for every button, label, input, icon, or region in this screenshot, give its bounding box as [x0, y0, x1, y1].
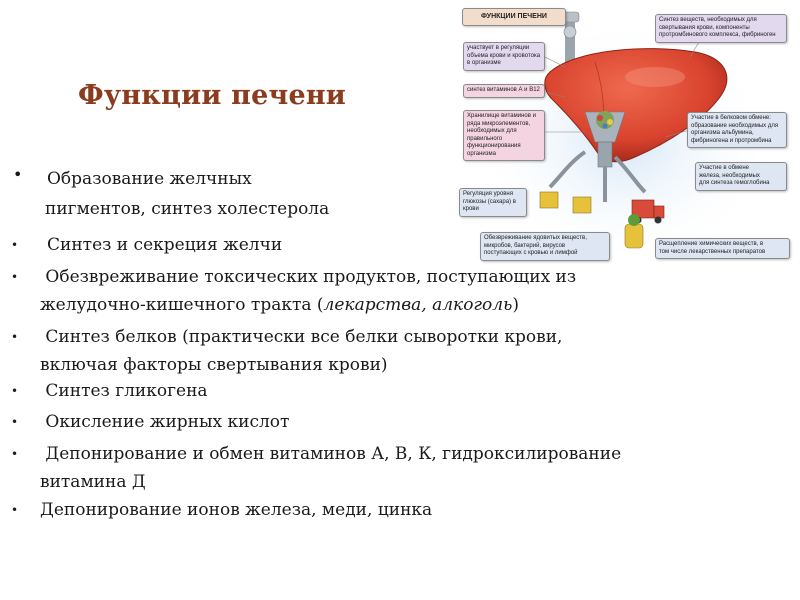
- list-item-line: пигментов, синтез холестерола: [45, 199, 330, 219]
- function-box-coagulation: Синтез веществ, необходимых для свертывания крови, компоненты протромбинового комплекса, фибриноген: [655, 14, 787, 43]
- infographic-header: ФУНКЦИИ ПЕЧЕНИ: [462, 8, 566, 26]
- function-box-blood-volume: участвует в регуляции объема крови и кровотока в организме: [463, 42, 545, 71]
- list-item-line: включая факторы свертывания крови): [40, 355, 388, 375]
- function-box-glucose: Регуляция уровня глюкозы (сахара) в крови: [459, 188, 527, 217]
- bullet-icon: •: [11, 238, 19, 252]
- list-item: [11, 440, 740, 496]
- list-item-line: Синтез и секреция желчи: [47, 235, 283, 255]
- bullet-icon: •: [11, 270, 19, 284]
- list-item-line: Синтез белков (практически все белки сыворотки крови,: [45, 327, 563, 347]
- list-item-line: Депонирование и обмен витаминов А, В, К, гидроксилирование: [45, 444, 622, 464]
- list-item-line: желудочно-кишечного тракта (лекарства, алкоголь): [40, 295, 519, 315]
- list-item: [11, 408, 740, 436]
- function-box-iron: Участие в обмене железа, необходимых для синтеза гемоглобина: [695, 162, 787, 191]
- function-box-storage: Хранилище витаминов и ряда микроэлементов, необходимых для правильного функционирования организма: [463, 110, 545, 161]
- bullet-icon: •: [11, 384, 19, 398]
- list-item: [11, 323, 740, 379]
- list-item: [11, 377, 740, 405]
- bullet-icon: •: [11, 447, 19, 461]
- list-item-line: Обезвреживание токсических продуктов, поступающих из: [45, 267, 577, 287]
- list-item-line: Депонирование ионов железа, меди, цинка: [40, 500, 433, 520]
- list-item-line: Образование желчных: [47, 169, 252, 189]
- list-item-line: Окисление жирных кислот: [45, 412, 290, 432]
- bullet-icon: •: [13, 165, 23, 184]
- bullet-icon: •: [11, 415, 19, 429]
- function-box-protein: Участие в белковом обмене: образование необходимых для организма альбумина, фибриногена и протромбина: [687, 112, 787, 148]
- function-box-vitamins: синтез витаминов А и В12: [463, 84, 545, 98]
- bullet-icon: •: [11, 503, 19, 517]
- function-box-detox: Обезвреживание ядовитых веществ, микробов, бактерий, вирусов поступающих с кровью и лимфой: [480, 232, 610, 261]
- liver-infographic: [455, 2, 795, 272]
- page-title: Функции печени: [78, 80, 347, 111]
- bullet-icon: •: [11, 330, 19, 344]
- italic-note: лекарства, алкоголь: [323, 295, 513, 315]
- list-item: [11, 496, 740, 524]
- list-item-line: Синтез гликогена: [45, 381, 208, 401]
- list-item-line: витамина Д: [40, 472, 146, 492]
- function-box-chemicals: Расщепление химических веществ, в том числе лекарственных препаратов: [655, 238, 790, 259]
